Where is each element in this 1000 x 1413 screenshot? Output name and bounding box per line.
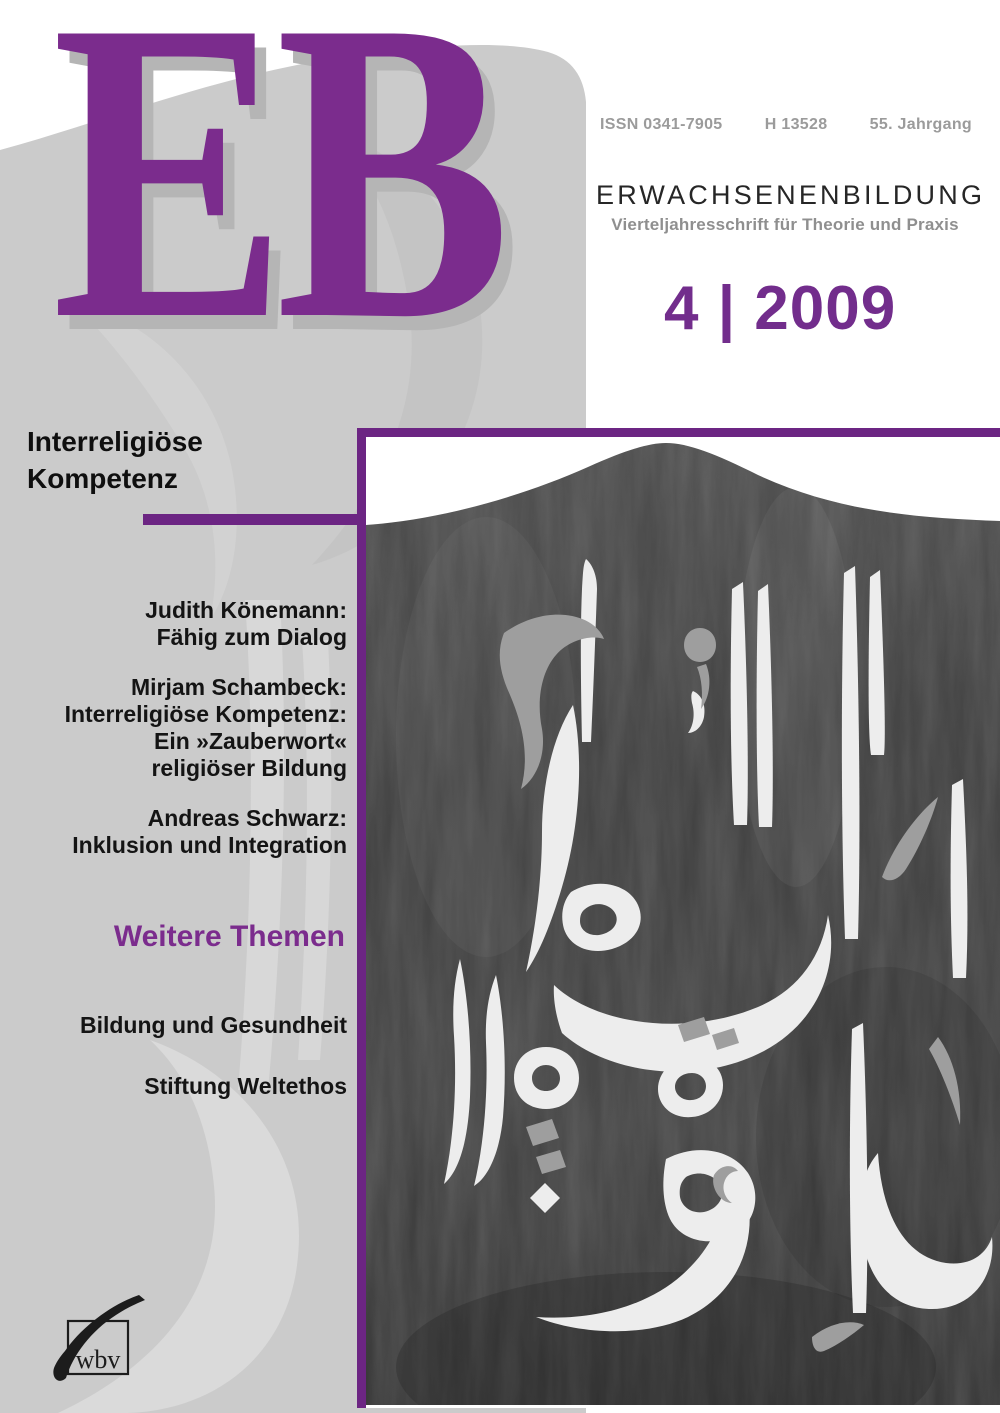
journal-subtitle: Vierteljahresschrift für Theorie und Praxis bbox=[611, 215, 959, 234]
article-line: Inklusion und Integration bbox=[72, 832, 347, 858]
article-line: Interreligiöse Kompetenz: bbox=[64, 701, 347, 727]
more-topic-item: Bildung und Gesundheit bbox=[79, 1012, 347, 1038]
more-topic-item: Stiftung Weltethos bbox=[144, 1073, 347, 1099]
eb-logo: EB bbox=[52, 0, 500, 409]
wbv-logo-text: wbv bbox=[75, 1345, 121, 1374]
theme-line-1: Interreligiöse bbox=[27, 426, 203, 457]
panel-frame-left bbox=[357, 428, 366, 1408]
arabic-calligraphy-artwork bbox=[366, 437, 1000, 1408]
more-topics-heading: Weitere Themen bbox=[113, 920, 345, 953]
theme-line-2: Kompetenz bbox=[27, 463, 178, 494]
heft-number: H 13528 bbox=[764, 116, 828, 133]
article-item bbox=[65, 597, 347, 651]
issue-number: 4 | 2009 bbox=[664, 274, 897, 343]
article-item bbox=[65, 805, 347, 859]
journal-title: ERWACHSENENBILDUNG bbox=[596, 180, 986, 210]
jahrgang-label: 55. Jahrgang bbox=[869, 116, 972, 133]
article-line: Ein »Zauberwort« bbox=[154, 728, 347, 754]
wbv-publisher-logo bbox=[38, 1294, 158, 1394]
article-line: Fähig zum Dialog bbox=[156, 624, 347, 650]
article-item bbox=[65, 674, 347, 782]
issn-row bbox=[600, 116, 972, 134]
purple-divider bbox=[143, 514, 366, 525]
panel-frame-top bbox=[357, 428, 1000, 437]
article-list bbox=[65, 597, 347, 882]
theme-heading bbox=[27, 423, 203, 497]
article-line: religiöser Bildung bbox=[151, 755, 347, 781]
issn-number: ISSN 0341-7905 bbox=[600, 116, 723, 133]
article-line: Andreas Schwarz: bbox=[147, 805, 347, 831]
article-line: Judith Könemann: bbox=[145, 597, 347, 623]
cover-art-frame bbox=[366, 437, 1000, 1408]
more-topics-list bbox=[80, 1012, 347, 1134]
article-line: Mirjam Schambeck: bbox=[130, 674, 347, 700]
cover-art-panel bbox=[357, 428, 1000, 1408]
